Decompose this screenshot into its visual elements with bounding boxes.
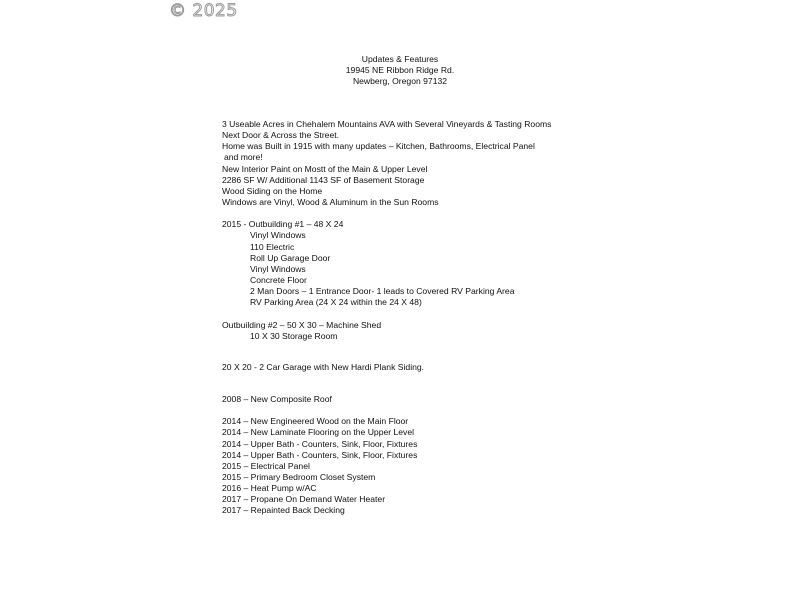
outbuilding-1-item: RV Parking Area (24 X 24 within the 24 X 48) — [250, 297, 422, 308]
document-body — [222, 119, 702, 517]
property-address: 19945 NE Ribbon Ridge Rd. — [345, 65, 455, 76]
document-title: Updates & Features — [361, 54, 439, 64]
intro-line: and more! — [224, 152, 263, 163]
outbuilding-1-item: Vinyl Windows — [250, 230, 306, 241]
intro-line: Windows are Vinyl, Wood & Aluminum in the Sun Rooms — [222, 196, 439, 207]
update-item: 2014 – Upper Bath - Counters, Sink, Floor, Fixtures — [222, 438, 418, 449]
intro-section — [222, 119, 702, 208]
update-item: 2015 – Electrical Panel — [222, 460, 310, 471]
intro-line: 3 Useable Acres in Chehalem Mountains AVA with Several Vineyards & Tasting Rooms — [222, 119, 552, 129]
update-item: 2014 – New Engineered Wood on the Main Floor — [222, 416, 409, 427]
outbuilding-1-item: 2 Man Doors – 1 Entrance Door- 1 leads to Covered RV Parking Area — [250, 286, 515, 297]
updates-section — [222, 416, 702, 516]
outbuilding-1-item: Concrete Floor — [250, 274, 307, 285]
update-item: 2016 – Heat Pump w/AC — [222, 483, 317, 494]
outbuilding-2-title: Outbuilding #2 – 50 X 30 – Machine Shed — [222, 319, 382, 330]
intro-line: Home was Built in 1915 with many updates – Kitchen, Bathrooms, Electrical Panel — [222, 141, 535, 152]
copyright-watermark: © 2025 — [169, 1, 238, 21]
outbuilding-2-section — [222, 320, 702, 342]
intro-line: Next Door & Across the Street. — [222, 130, 340, 141]
update-item: 2014 – Upper Bath - Counters, Sink, Floor, Fixtures — [222, 449, 418, 460]
outbuilding-1-item: Vinyl Windows — [250, 263, 306, 274]
roof-line: 2008 – New Composite Roof — [222, 393, 332, 404]
outbuilding-1-item: 110 Electric — [250, 241, 295, 252]
update-item: 2015 – Primary Bedroom Closet System — [222, 471, 376, 482]
garage-line: 20 X 20 - 2 Car Garage with New Hardi Plank Siding. — [222, 361, 425, 372]
outbuilding-1-title: 2015 - Outbuilding #1 – 48 X 24 — [222, 219, 344, 230]
intro-line: Wood Siding on the Home — [222, 185, 323, 196]
property-city: Newberg, Oregon 97132 — [352, 76, 448, 87]
update-item: 2014 – New Laminate Flooring on the Upper Level — [222, 427, 415, 438]
intro-line: New Interior Paint on Mostt of the Main & Upper Level — [222, 163, 428, 174]
outbuilding-1-item: Roll Up Garage Door — [250, 252, 331, 263]
outbuilding-1-section — [222, 219, 702, 308]
document-header — [0, 54, 800, 88]
update-item: 2017 – Propane On Demand Water Heater — [222, 494, 386, 505]
outbuilding-2-item: 10 X 30 Storage Room — [250, 330, 338, 341]
update-item: 2017 – Repainted Back Decking — [222, 505, 345, 516]
intro-line: 2286 SF W/ Additional 1143 SF of Basement Storage — [222, 174, 425, 185]
